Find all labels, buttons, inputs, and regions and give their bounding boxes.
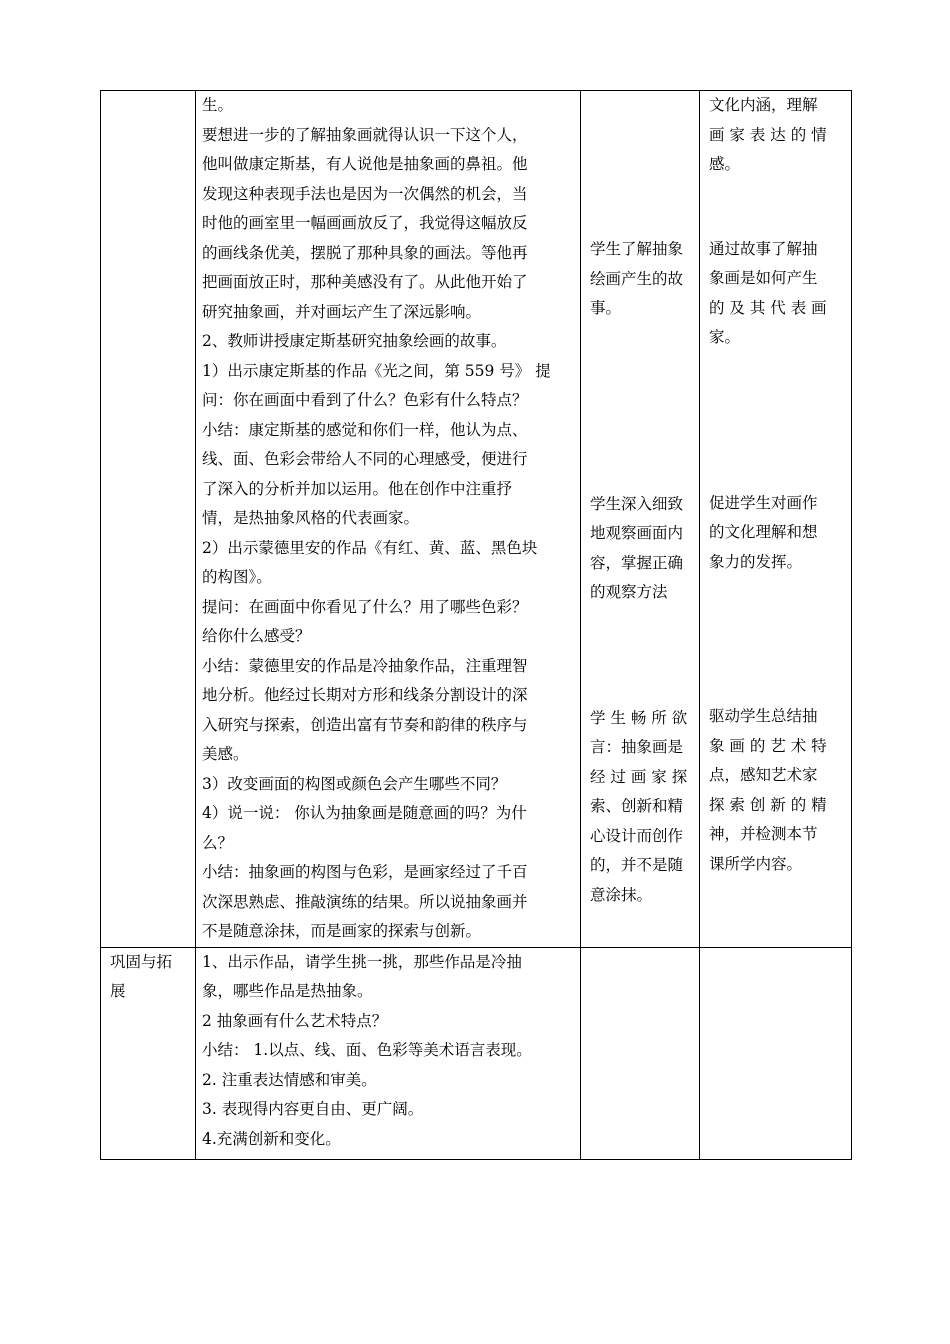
content-line: 2）出示蒙德里安的作品《有红、黄、蓝、黑色块 xyxy=(202,538,538,557)
design-intent-cell xyxy=(700,91,852,948)
lesson-plan-table xyxy=(100,90,852,1160)
table-row xyxy=(101,91,852,948)
content-line: 1、出示作品，请学生挑一挑，那些作品是冷抽 xyxy=(202,952,522,971)
intent-line: 驱动学生总结抽 xyxy=(709,707,818,725)
student-activity-cell xyxy=(581,947,700,1159)
teacher-activity-cell xyxy=(196,91,581,948)
content-line: 时他的画室里一幅画画放反了，我觉得这幅放反 xyxy=(202,214,528,232)
content-line: 2、教师讲授康定斯基研究抽象绘画的故事。 xyxy=(202,332,507,350)
intent-line: 点，感知艺术家 xyxy=(709,766,818,784)
student-line: 的观察方法 xyxy=(590,583,668,601)
intent-line: 促进学生对画作 xyxy=(709,493,818,512)
content-line: 的画线条优美，摆脱了那种具象的画法。等他再 xyxy=(202,243,528,262)
student-line: 学 生 畅 所 欲 xyxy=(590,708,688,727)
content-line: 入研究与探索，创造出富有节奏和韵律的秩序与 xyxy=(202,715,528,734)
stage-cell xyxy=(101,91,196,948)
content-line: 小结：康定斯基的感觉和你们一样，他认为点、 xyxy=(202,420,528,439)
content-line: 的构图》。 xyxy=(202,568,272,586)
content-line: 生。 xyxy=(202,96,234,114)
design-intent-cell xyxy=(700,947,852,1159)
content-line: 他叫做康定斯基，有人说他是抽象画的鼻祖。他 xyxy=(202,155,528,173)
intent-line: 家。 xyxy=(709,328,741,346)
student-line: 事。 xyxy=(590,299,622,317)
content-line: 了深入的分析并加以运用。他在创作中注重抒 xyxy=(202,479,513,498)
intent-line: 感。 xyxy=(709,155,741,173)
table-row xyxy=(101,947,852,1159)
content-line: 小结：抽象画的构图与色彩，是画家经过了千百 xyxy=(202,863,528,881)
intent-line: 象 画 的 艺 术 特 xyxy=(709,736,827,755)
intent-line: 象画是如何产生 xyxy=(709,269,818,287)
stage-line: 巩固与拓 xyxy=(110,952,173,971)
content-line: 给你什么感受？ xyxy=(202,627,311,645)
content-line: 把画面放正时，那种美感没有了。从此他开始了 xyxy=(202,273,528,291)
student-line: 心设计而创作 xyxy=(590,826,684,845)
content-line: 象，哪些作品是热抽象。 xyxy=(202,982,373,1000)
stage-line: 展 xyxy=(110,982,126,1000)
content-line: 情，是热抽象风格的代表画家。 xyxy=(202,509,420,527)
content-line: 小结： 1.以点、线、面、色彩等美术语言表现。 xyxy=(202,1041,532,1059)
intent-line: 的文化理解和想 xyxy=(709,523,818,541)
student-line: 索、创新和精 xyxy=(590,797,684,815)
content-line: 研究抽象画，并对画坛产生了深远影响。 xyxy=(202,302,482,321)
student-line: 学生深入细致 xyxy=(590,494,684,513)
content-line: 美感。 xyxy=(202,745,249,763)
intent-line: 象力的发挥。 xyxy=(709,552,803,571)
intent-line: 课所学内容。 xyxy=(709,854,803,873)
content-line: 小结：蒙德里安的作品是冷抽象作品，注重理智 xyxy=(202,656,528,675)
intent-line: 文化内涵，理解 xyxy=(709,96,818,114)
intent-line: 探 索 创 新 的 精 xyxy=(709,795,827,814)
stage-cell xyxy=(101,947,196,1159)
content-line: 不是随意涂抹，而是画家的探索与创新。 xyxy=(202,922,482,940)
intent-line: 的 及 其 代 表 画 xyxy=(709,298,827,317)
content-line: 3）改变画面的构图或颜色会产生哪些不同？ xyxy=(202,774,507,793)
content-line: 2 抽象画有什么艺术特点？ xyxy=(202,1011,388,1030)
student-line: 绘画产生的故 xyxy=(590,269,684,288)
student-line: 学生了解抽象 xyxy=(590,240,684,258)
content-line: 提问：在画面中你看见了什么？用了哪些色彩？ xyxy=(202,597,528,616)
content-line: 1）出示康定斯基的作品《光之间，第 559 号》 提 xyxy=(202,361,551,380)
student-line: 言：抽象画是 xyxy=(590,738,684,756)
student-activity-cell xyxy=(581,91,700,948)
content-line: 次深思熟虑、推敲演练的结果。所以说抽象画并 xyxy=(202,892,528,911)
intent-line: 画 家 表 达 的 情 xyxy=(709,125,827,144)
student-line: 容，掌握正确 xyxy=(590,553,684,572)
student-line: 经 过 画 家 探 xyxy=(590,767,688,786)
student-line: 意涂抹。 xyxy=(590,885,653,904)
content-line: 2. 注重表达情感和审美。 xyxy=(202,1070,377,1089)
content-line: 线、面、色彩会带给人不同的心理感受，便进行 xyxy=(202,450,528,468)
intent-line: 神，并检测本节 xyxy=(709,825,818,843)
content-line: 要想进一步的了解抽象画就得认识一下这个人， xyxy=(202,125,528,144)
content-line: 问：你在画面中看到了什么？色彩有什么特点？ xyxy=(202,391,528,409)
student-line: 的，并不是随 xyxy=(590,856,684,874)
intent-line: 通过故事了解抽 xyxy=(709,239,818,258)
content-line: 4.充满创新和变化。 xyxy=(202,1129,341,1148)
student-line: 地观察画面内 xyxy=(590,524,684,542)
content-line: 地分析。他经过长期对方形和线条分割设计的深 xyxy=(202,686,528,704)
content-line: 发现这种表现手法也是因为一次偶然的机会，当 xyxy=(202,184,528,203)
content-line: 4）说一说： 你认为抽象画是随意画的吗？为什 xyxy=(202,804,527,822)
content-line: 3. 表现得内容更自由、更广阔。 xyxy=(202,1100,424,1118)
teacher-activity-cell xyxy=(196,947,581,1159)
content-line: 么？ xyxy=(202,833,234,852)
